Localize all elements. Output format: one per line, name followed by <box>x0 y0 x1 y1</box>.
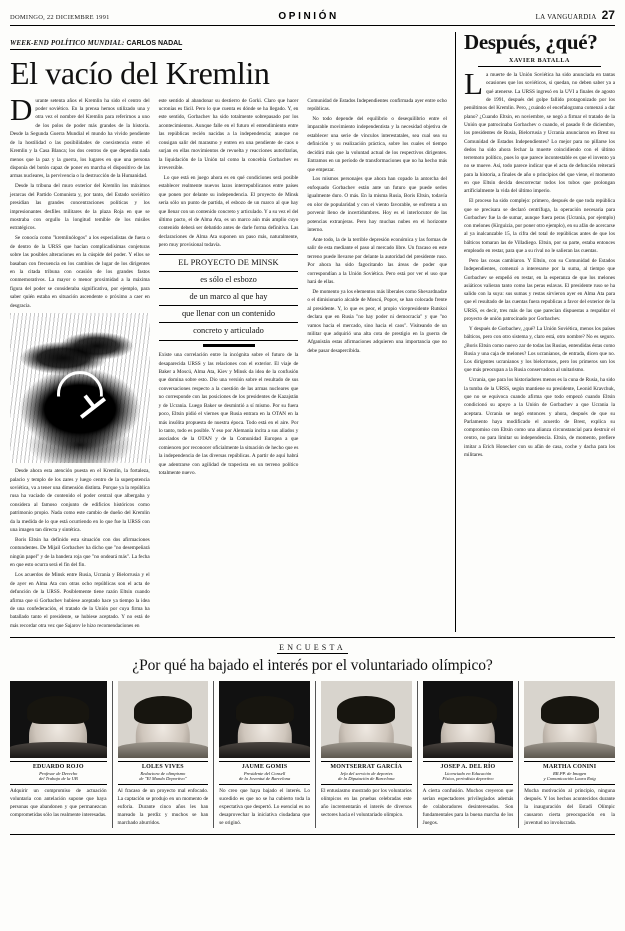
paragraph: Lo que está en juego ahora es en qué condiciones será posible establecer realmente nuevos lazos interrepublicanos entre países que ponen por delante su independencia. El proyecto de Minsk sería sólo un punto de partida, el esbozo de un marco al que hay que llenar con un contenido concreto y articulado. Y a su vez el del último pacto, el de Alma Ata, es un marco aún más amplio cuyo contenido deberá ser debatido antes de darle forma definitiva. Las declaraciones de Alma Ata suponen un paso más, naturalmente, pero muy provisional todavía. <box>158 174 299 249</box>
paragraph: Ante todo, la de la terrible depresión económica y las formas de salir de esta mediante el paso al mercado libre. Un fracaso en este terreno puede llevarse por delante la autoridad del presidente ruso. Por ahora ha sido fagocitando las áreas de poder que correspondían a la Unión Soviética. Pero está por ver el uso que hará de ellas. <box>307 236 448 285</box>
masthead-date: DOMINGO, 22 DICIEMBRE 1991 <box>10 14 110 21</box>
main-article-kicker <box>10 39 182 50</box>
right-article-headline: Después, ¿qué? <box>464 30 598 54</box>
main-article <box>10 32 455 632</box>
pull-quote-line: EL PROYECTO DE MINSK <box>159 254 299 271</box>
pull-quote-line: que llenar con un contenido <box>159 305 299 322</box>
photo-hair <box>541 696 599 724</box>
encuesta-panel <box>213 681 310 828</box>
panelist-name: EDUARDO ROJO <box>10 761 107 770</box>
panelist-answer: El entusiasmo mostrado por los voluntarios olímpicos en las pruebas celebradas este año incrementarán el interés de diversos sectores hacia el voluntariado olímpico. <box>320 788 412 818</box>
panelist-answer: Al fracaso de un proyecto mal enfocado. La captación se produjo en un momento de euforia. Durante cinco años les han mareado la perdiz y muchos se han marchado aburridos. <box>117 788 209 826</box>
paragraph: Existe una correlación entre la incógnita sobre el futuro de la desaparecida URSS y las relaciones con el exterior. El viaje de Baker a Moscú, Alma Ata, Kiev y Minsk da idea de la confusión que domina sobre esto. Dio una versión sobre el resultado de sus conversaciones respecto a la cuestión de las armas nucleares que no corresponde con las posiciones de los presidentes de Kazajstán y de Ucrania. Luego Baker se desmintió a sí mismo. Por su fuera poco, Eltsin pidió el viernes que Rusia entrara en la OTAN en la más insólita propuesta de nuestra época. Todo está en el aire. Por lo tanto, todo es posible. Y eso por Alemania incita a sus aliados y asociados de la OTAN y de la Comunidad Europea a que comiencen por reconocer oficialmente la situación de hecho que es la independencia de las diversas repúblicas. A partir de aquí habrá que adentrarse con agilidad de trapecista en un terreno político totalmente nuevo. <box>158 352 299 477</box>
paragraph: este sentido al abandonar su destierro de Gorki. Claro que hacer ucronías es fácil. Pero lo que cuenta es dónde se ha llegado. Y, en este sentido, Gorbachev ha sido totalmente sobrepasado por los acontecimientos. Aunque falle en el futuro el entendimiento entre las repúblicas recién nacidas a la independencia; aunque no consigan salir del marasmo y entren en una pendiente de caos o surjan en ellas movimientos de revuelta y reacciones autoritarias, la liquidación de la Unión tal como la concebía Gorbachev es irreversible. <box>158 97 299 171</box>
panelist-name: MARTHA CONINI <box>524 761 615 770</box>
paragraph-text: urante setenta años el Kremlin ha sido el centro del poder soviético. En la prensa hemos utilizado una y otra vez el nombre del Kremlin para referirnos a uno de los polos de poder más grandes de la historia. Desde la Segunda Guerra Mundial el mundo ha vivido pendiente de la hostilidad o las posibilidades de coexistencia entre el Kremlin y la Casa Blanca; los dos centros de que dependía nada menos que la paz y la guerra, los lugares en que una persona disponía del botón capaz de poner en marcha el dispositivo de las armas nucleares, la pervivencia o la destrucción de la Humanidad. <box>10 97 150 180</box>
paragraph: Pero las cosas cambiaron. Y Eltsin, con su Comunidad de Estados Independientes, comenzó a interesarse por la suma, al tiempo que Gorbachev se empeñó en restar, en la esperanza de que los melones asiáticos valieran tanto como las peras eslavas. El presidente ruso se ha salido con la suya: sus sumas y restas sirvieron ayer en Alma Ata para que el resultado de las cuentas fuera republicas a favor del exterior de la URSS, es decir, tres más de las que parecían dispuestas a respaldar el proyecto de unión patrocinado por Gorbachev. <box>464 257 615 323</box>
paragraph: Comunidad de Estados Independientes confirmada ayer entre ocho repúblicas. <box>307 97 448 113</box>
paragraph <box>464 66 615 196</box>
paragraph: Y después de Gorbachev, ¿qué? La Unión Soviética, menos los países bálticos, pero con otro sistema y, claro está, otro nombre? No es seguro. ¿Boris Eltsin como nuevo zar de todas las Rusias, entendidas éstas como Rusia y una caja de melones? Los ucranianos, de entrada, dicen que no. Los dirigentes ucranianos y los bielorrusos, pero los primeros son los que más preocupan a la Rusia conservadora al unitarismo. <box>464 325 615 374</box>
panelist-role: Licenciado en Educación Física, periodista deportivo <box>423 770 514 785</box>
drop-cap: L <box>464 66 483 101</box>
panelist-photo <box>423 681 514 758</box>
right-article-byline: XAVIER BATALLA <box>478 58 601 67</box>
main-article-columns <box>10 91 448 632</box>
panelist-answer: No creo que haya bajado el interés. Lo sucedido es que no se ha cubierto toda la expectativa que despertó. Lo esencial es no desaprovechar la iniciativa ciudadana que se originó. <box>219 788 310 826</box>
photo-shoulders <box>423 742 514 757</box>
main-column-3 <box>307 97 447 632</box>
photo-hair <box>439 696 497 724</box>
photo-shoulders <box>10 742 107 757</box>
pull-quote-rule <box>203 344 255 348</box>
encuesta-question: ¿Por qué ha bajado el interés por el voluntariado olímpico? <box>132 656 493 674</box>
paragraph: Ucrania, que para los historiadores menos es la cuna de Rusia, ha sido la tumba de la URSS, según mantiene su presidente, Leonid Kravchuk, que no se equivoca cuando afirma que todo empezó cuando Eltsin condicionó su apoyo a la Unión de Gorbachev a que Ucrania la aceptara. Ucrania se negó entonces y ahora, después de que su Parlamento haya modificado el acuerdo de Brest, explica su compromiso con Eltsin como una alianza circunstancial para destruir el centro, no para limitar su independencia. Eltsin, de momento, prefiere imitar a Erich Honecker con su afán de casa, coche y dacha para los militares. <box>464 377 615 459</box>
paragraph: Desde la tribuna del muro exterior del Kremlin los máximos jerarcas del Partido Comunista y, por tanto, del Estado soviético presidían las grandes concentraciones políticas y los impresionantes desfiles militares de la plaza Roja en que se mostraba con orgullo la longitud temible de los misiles estratégicos. <box>10 183 150 232</box>
encuesta-panel <box>112 681 209 828</box>
drop-cap: D <box>10 91 33 127</box>
paragraph: Desde ahora esta atención puesta en el Kremlin, la fortaleza, palacio y templo de los zares y luego centro de la superpotencia soviética, va a tener una dimensión distinta. Porque ya la república rusa ha vaciado de contenido el poder central que albergaba y considera al famoso conjunto de edificios históricos como patrimonio propio. Nada como este cambio de dueño del Kremlin da la medida de lo que está ocurriendo en lo que fue la URSS con una imagen tan directa y sintética. <box>10 468 150 534</box>
paragraph: Boris Eltsin ha definido esta situación con dos afirmaciones contundentes. De Mijail Gorbachev ha dicho que "no desempeñará ningún papel" y de la bandera roja que "no ondeará más". La fecha en que esto ocurra será el fin del fin. <box>10 537 150 569</box>
photo-shoulders <box>524 742 615 757</box>
encuesta-panel <box>417 681 514 828</box>
panelist-role: Jefa del servicio de deportes de la Diputación de Barcelona <box>321 770 412 785</box>
main-column-2 <box>159 97 299 632</box>
photo-hair <box>236 696 294 724</box>
photo-hair <box>27 696 89 724</box>
pull-quote-line: concreto y articulado <box>159 322 299 340</box>
kicker-label: WEEK-END POLÍTICO MUNDIAL: <box>10 39 125 47</box>
encuesta-panel <box>315 681 412 828</box>
masthead-section-title: OPINIÓN <box>278 11 339 22</box>
encuesta-label <box>10 643 615 652</box>
encuesta-panel <box>10 681 107 828</box>
encuesta-panel-row <box>10 681 615 828</box>
encuesta-label-text: ENCUESTA <box>279 642 346 652</box>
main-article-headline: El vacío del Kremlin <box>10 55 270 91</box>
panelist-role: Profesor de Derecho del Trabajo de la UB <box>10 770 107 785</box>
paragraph: Los mismos personajes que ahora han copado la antorcha del enfoquado Gorbachev están ante un futuro que puede serles igualmente duro. O más. En la misma Rusia, Boris Eltsin, todavía en olor de popularidad y con el viento favorable, se enfrenta a un porvenir lleno de incertidumbres. Hoy es el interlocutor de las potencias extranjeras. Pero hay muchas nubes en el horizonte interno. <box>307 176 448 233</box>
panelist-role: Redactora de olimpismo de "El Mundo Deportivo" <box>118 770 209 785</box>
panelist-photo <box>10 681 107 758</box>
panelist-answer: A cierta confusión. Muchos creyeron que serían espectadores privilegiados además de colaboradores desinteresados. Son fundamentales para la buena marcha de los Juegos. <box>422 788 514 826</box>
masthead-paper-name: LA VANGUARDIA <box>535 13 597 21</box>
panelist-name: JAUME GOMIS <box>219 761 310 770</box>
illustration-signature <box>143 454 144 460</box>
masthead <box>10 8 615 25</box>
encuesta-bottom-rule <box>10 834 615 835</box>
panelist-photo <box>524 681 615 758</box>
photo-hair <box>134 696 192 724</box>
panelist-photo <box>321 681 412 758</box>
photo-shoulders <box>321 742 412 757</box>
paragraph: Los acuerdos de Minsk entre Rusia, Ucrania y Bielorrusia y el de ayer en Alma Ata con otras ocho repúblicas son el acta de defunción de la URSS. Posiblemente tiene razón Eltsin cuando afirma que si Gorbachev hubiese aceptado hace ya tiempo la idea de una confederación, el tratado de la Unión por cuya firma ha batallado tanto el presidente, se hubiese aceptado. Y no está de más recordar otra vez que Sajarov le hizo recomendaciones en <box>10 572 150 629</box>
paragraph: De momento ya los elementos más liberales como Shevardnadze o el dimisionario alcalde de Moscú, Popov, se han colocado frente al presidente. Y, lo que es peor, el propio vicepresidente Rutskoi declara que en Rusia "no hay poder ni democracia" y que "no vamos hacia el mercado, sino hacia el caos". Visiteando de un militar que adquirió una alta cota de prestigio en la guerra de Afganistán estas afirmaciones adquieren una importancia que no debe pasar desapercibida. <box>307 288 448 354</box>
paragraph <box>10 91 150 181</box>
pull-quote <box>159 254 299 347</box>
encuesta-section <box>10 637 615 835</box>
paragraph: Se conocía como "kremlinólogos" a los especialistas de fuera o de dentro de la URSS que hacían complicadísimas conjeturas sobre las posibles alteraciones en la cúspide del poder. Y ellos se basaban con frecuencia en los cambios de lugar de los dirigentes en la citada tribuna con ocasión de los grandes fastos conmemorativos. La mayor o menor proximidad a la máxima figura del poder se consideraba significativa, por ejemplo, para saber quién estaba en situación ascendente o próximo a caer en desgracia. <box>10 235 150 309</box>
masthead-rule <box>10 25 615 26</box>
paragraph: El proceso ha sido complejo: primero, después de que toda república que se precisara se declaró centrífuga, la operación necesaria para Gorbachev fue la de sumar, aunque fuera peras (Ucrania, por ejemplo) con melones (Kirguizia, por poner otro ejemplo), en su afán de acercarse al ya inalcanzable 15, la cifra del total de repúblicas antes de que los bálticos tomaran las de Villadiego. Eltsin, por su parte, estaba entonces empleado en restar, para que a su rival no le salieran las cuentas. <box>464 198 615 255</box>
photo-shoulders <box>118 742 209 757</box>
pull-quote-line: de un marco al que hay <box>159 288 299 305</box>
panelist-role: Presidente del Consell de la Joventut de Barcelona <box>219 770 310 785</box>
kremlin-illustration <box>10 313 150 463</box>
paragraph-text: a muerte de la Unión Soviética ha sido anunciada en tantas ocasiones que los soviéticos, si quedan, no deben saber ya a qué atenerse. La URSS ingresó en la UVI a finales de agosto de 1991, después del golpe fallido protagonizado por los penúltimos del Kremlin. Pero, ¿cuándo el encefalograma comenzó a dar plano? ¿Cuando Eltsin, en noviembre, se negó a firmar el tratado de la Unión que patrocinaba Gorbachev o cuando, el pasado 8 de diciembre, los presidentes de Rusia, Bielorrusia y Ucrania anunciaron en Brest su Comunidad de Estados Independientes? Lo mejor para no pillarse los dedos ha sido ahora fechar la muerte coincidiendo con el último terremoto político, pues lo que parece incontestable es que el invento ya no se mueve. Así, todo parece indicar que el acta de defunción reiterará para la historia, a finales de año o principios del que viene, el momento en que Eltsin decida descorrectar todos los tubos que prolongan artificialmente la vida del último imperio. <box>464 72 615 195</box>
main-column-1 <box>10 91 150 632</box>
upper-zone <box>10 32 615 632</box>
panelist-photo <box>219 681 310 758</box>
panelist-name: LOLES VIVES <box>118 761 209 770</box>
sickle-icon <box>57 371 103 417</box>
panelist-answer: Adquirir un compromiso de actuación voluntaria con antelación supone que haya personas que abandonen y que permanezcan comprometidas sólo las realmente interesadas. <box>10 788 107 818</box>
panelist-name: MONTSERRAT GARCÍA <box>321 761 412 770</box>
pull-quote-line: es sólo el esbozo <box>159 271 299 288</box>
photo-hair <box>337 696 395 724</box>
encuesta-panel <box>518 681 615 828</box>
masthead-page-number: 27 <box>601 8 615 22</box>
panelist-role: RR.PP. de Imagen y Comunicación Laura Roig <box>524 770 615 785</box>
panelist-name: JOSEP A. DEL RÍO <box>423 761 514 770</box>
panelist-answer: Mucha motivación al principio, ninguna después. Y los hechos acontecidos durante la inauguración del Estadi Olímpic causaron cierta preocupación en la juventud no involucrada. <box>524 788 615 826</box>
kicker-author: CARLOS NADAL <box>126 40 183 47</box>
panelist-photo <box>118 681 209 758</box>
photo-shoulders <box>219 742 310 757</box>
masthead-right <box>536 8 615 22</box>
right-article <box>455 32 615 632</box>
paragraph: No todo depende del equilibrio o desequilibrio entre el imparable movimiento independentista y la necesidad objetiva de establecer una serie de vínculos interestatales, sea cual sea su definición y su realización práctica, sobre los cuales el tiempo decidirá más que la voluntad actual de los respectivos dirigentes. Entramos en un período de transformaciones que no ha hecho más que empezar. <box>307 115 448 173</box>
